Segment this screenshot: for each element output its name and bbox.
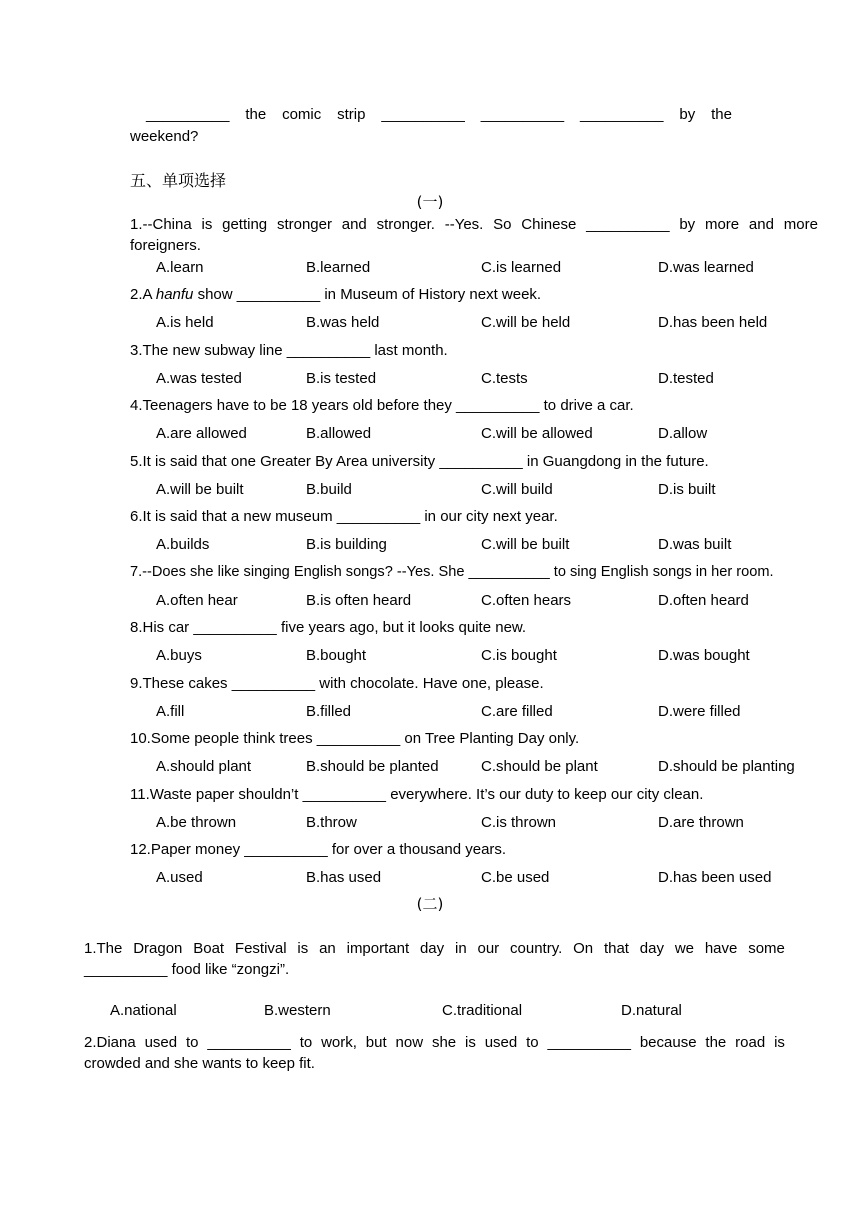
part2-question-1-line-1: 1.The Dragon Boat Festival is an important day in our country. On that day we have some xyxy=(84,940,785,957)
intro-line-1: __________ the comic strip __________ __________ __________ by the xyxy=(146,106,732,123)
option-a: A.is held xyxy=(156,314,214,331)
option-b: B.is often heard xyxy=(306,592,412,609)
option-c: C.is bought xyxy=(481,647,557,664)
option-c: C.tests xyxy=(481,370,528,387)
option-b: B.was held xyxy=(306,314,380,331)
option-d: D.often heard xyxy=(658,592,749,609)
option-c: C.should be plant xyxy=(481,758,598,775)
option-b: B.filled xyxy=(306,703,352,720)
option-c: C.will be built xyxy=(481,536,570,553)
option-b: B.should be planted xyxy=(306,758,439,775)
option-b: B.is building xyxy=(306,536,387,553)
option-a: A.buys xyxy=(156,647,202,664)
question-9-stem: 9.These cakes __________ with chocolate. Have one, please. xyxy=(130,675,544,692)
option-d: D.was bought xyxy=(658,647,750,664)
question-4-stem: 4.Teenagers have to be 18 years old before they __________ to drive a car. xyxy=(130,397,634,414)
question-1-line-2: foreigners. xyxy=(130,237,201,254)
option-a: A.builds xyxy=(156,536,210,553)
option-b: B.build xyxy=(306,481,352,498)
option-d: D.was built xyxy=(658,536,732,553)
option-b: B.throw xyxy=(306,814,357,831)
section-title: 五、单项选择 xyxy=(130,171,227,190)
question-3-stem: 3.The new subway line __________ last month. xyxy=(130,342,448,359)
option-d: D.is built xyxy=(658,481,716,498)
option-a: A.will be built xyxy=(156,481,244,498)
option-c: C.will be allowed xyxy=(481,425,593,442)
option-b: B.allowed xyxy=(306,425,372,442)
option-c: C.are filled xyxy=(481,703,553,720)
option-c: C.will be held xyxy=(481,314,571,331)
option-c: C.is learned xyxy=(481,259,562,276)
option-c: C.traditional xyxy=(442,1002,523,1019)
option-b: B.western xyxy=(264,1002,331,1019)
option-b: B.bought xyxy=(306,647,367,664)
option-a: A.used xyxy=(156,869,203,886)
question-7-stem: 7.--Does she like singing English songs? --Yes. She __________ to sing English songs in her room. xyxy=(130,564,774,580)
option-d: D.are thrown xyxy=(658,814,744,831)
part2-question-2-line-2: crowded and she wants to keep fit. xyxy=(84,1055,315,1072)
option-d: D.tested xyxy=(658,370,714,387)
option-d: D.should be planting xyxy=(658,758,795,775)
question-10-stem: 10.Some people think trees __________ on Tree Planting Day only. xyxy=(130,730,580,747)
option-a: A.learn xyxy=(156,259,204,276)
part-2-title: (二) xyxy=(416,895,444,913)
option-a: A.fill xyxy=(156,703,185,720)
option-a: A.be thrown xyxy=(156,814,237,831)
option-c: C.will build xyxy=(481,481,553,498)
option-a: A.was tested xyxy=(156,370,242,387)
option-d: D.has been held xyxy=(658,314,768,331)
option-a: A.should plant xyxy=(156,758,252,775)
option-a: A.national xyxy=(110,1002,177,1019)
question-12-stem: 12.Paper money __________ for over a thousand years. xyxy=(130,841,507,858)
question-1-line-1: 1.--China is getting stronger and stronger. --Yes. So Chinese __________ by more and more xyxy=(130,216,818,233)
option-c: C.is thrown xyxy=(481,814,557,831)
part2-question-2-line-1: 2.Diana used to __________ to work, but now she is used to __________ because the road is xyxy=(84,1034,785,1051)
question-6-stem: 6.It is said that a new museum __________ in our city next year. xyxy=(130,508,558,525)
option-a: A.often hear xyxy=(156,592,238,609)
option-b: B.learned xyxy=(306,259,371,276)
option-d: D.has been used xyxy=(658,869,772,886)
option-b: B.has used xyxy=(306,869,382,886)
option-b: B.is tested xyxy=(306,370,377,387)
question-2-stem: 2.A hanfu show __________ in Museum of History next week. xyxy=(130,286,542,303)
question-5-stem: 5.It is said that one Greater By Area university __________ in Guangdong in the future. xyxy=(130,453,709,470)
option-d: D.were filled xyxy=(658,703,741,720)
question-8-stem: 8.His car __________ five years ago, but it looks quite new. xyxy=(130,619,527,636)
option-c: C.often hears xyxy=(481,592,572,609)
intro-line-2: weekend? xyxy=(130,128,199,145)
question-11-stem: 11.Waste paper shouldn’t __________ everywhere. It’s our duty to keep our city clean. xyxy=(130,786,704,803)
part-1-title: (一) xyxy=(416,193,444,211)
hanfu-word: hanfu xyxy=(155,286,194,303)
option-d: D.was learned xyxy=(658,259,754,276)
option-d: D.allow xyxy=(658,425,708,442)
option-a: A.are allowed xyxy=(156,425,247,442)
option-d: D.natural xyxy=(621,1002,682,1019)
option-c: C.be used xyxy=(481,869,550,886)
part2-question-1-line-2: __________ food like “zongzi”. xyxy=(84,961,290,978)
